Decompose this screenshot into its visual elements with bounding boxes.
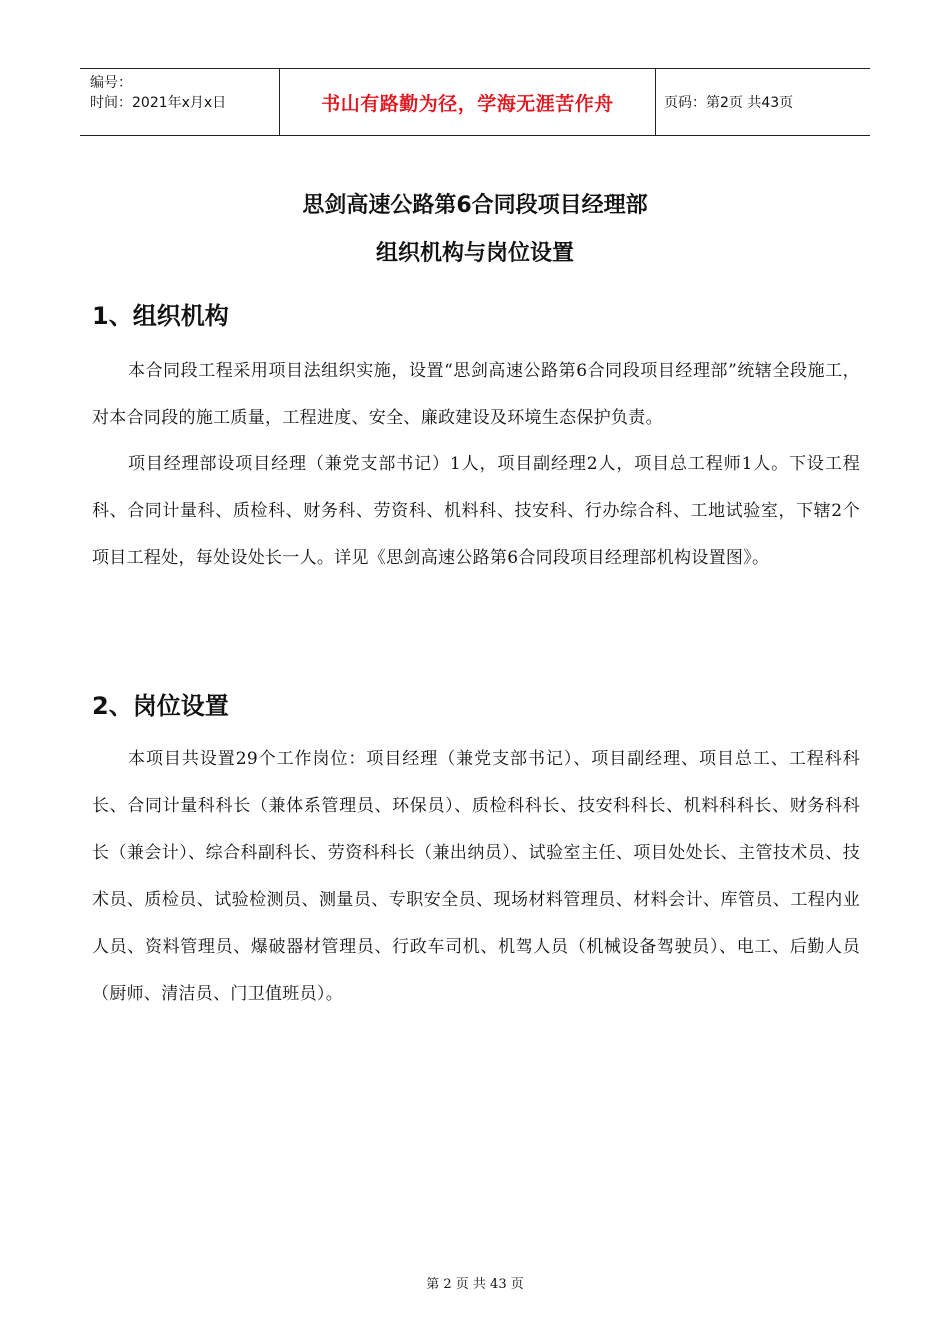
section1-heading: 1、组织机构 xyxy=(92,302,229,330)
time-label: 时间：2021年x月x日 xyxy=(90,95,227,111)
number-label: 编号： xyxy=(90,75,132,91)
section2-paragraph1: 本项目共设置29个工作岗位：项目经理（兼党支部书记）、项目副经理、项目总工、工程科科长、合同计量科科长（兼体系管理员、环保员）、质检科科长、技安科科长、机料科科长、财务科科长（兼会计）、综合科副科长、劳资科科长（兼出纳员）、试验室主任、项目处处长、主管技术员、技术员、质检员、试验检测员、测量员、专职安全员、现场材料管理员、材料会计、库管员、工程内业人员、资料管理员、爆破器材管理员、行政车司机、机驾人员（机械设备驾驶员）、电工、后勤人员（厨师、清洁员、门卫值班员）。 xyxy=(92,749,860,1004)
section2-heading: 2、岗位设置 xyxy=(92,692,229,720)
page-footer: 第 2 页 共 43 页 xyxy=(426,1277,524,1292)
section1-paragraph1: 本合同段工程采用项目法组织实施，设置“思剑高速公路第6合同段项目经理部”统辖全段施工，对本合同段的施工质量，工程进度、安全、廉政建设及环境生态保护负责。 xyxy=(92,361,860,428)
section1-paragraph2: 项目经理部设项目经理（兼党支部书记）1人，项目副经理2人，项目总工程师1人。下设工程科、合同计量科、质检科、财务科、劳资科、机料科、技安科、行办综合科、工地试验室，下辖2个项目工程处，每处设处长一人。详见《思剑高速公路第6合同段项目经理部机构设置图》。 xyxy=(92,454,860,568)
document-title-line2: 组织机构与岗位设置 xyxy=(375,241,574,266)
page-header xyxy=(80,68,870,136)
document-title-line1: 思剑高速公路第6合同段项目经理部 xyxy=(302,193,648,218)
header-page-info: 页码：第2页 共43页 xyxy=(664,95,794,111)
header-meta xyxy=(80,69,280,135)
header-motto: 书山有路勤为径，学海无涯苦作舟 xyxy=(280,69,656,135)
